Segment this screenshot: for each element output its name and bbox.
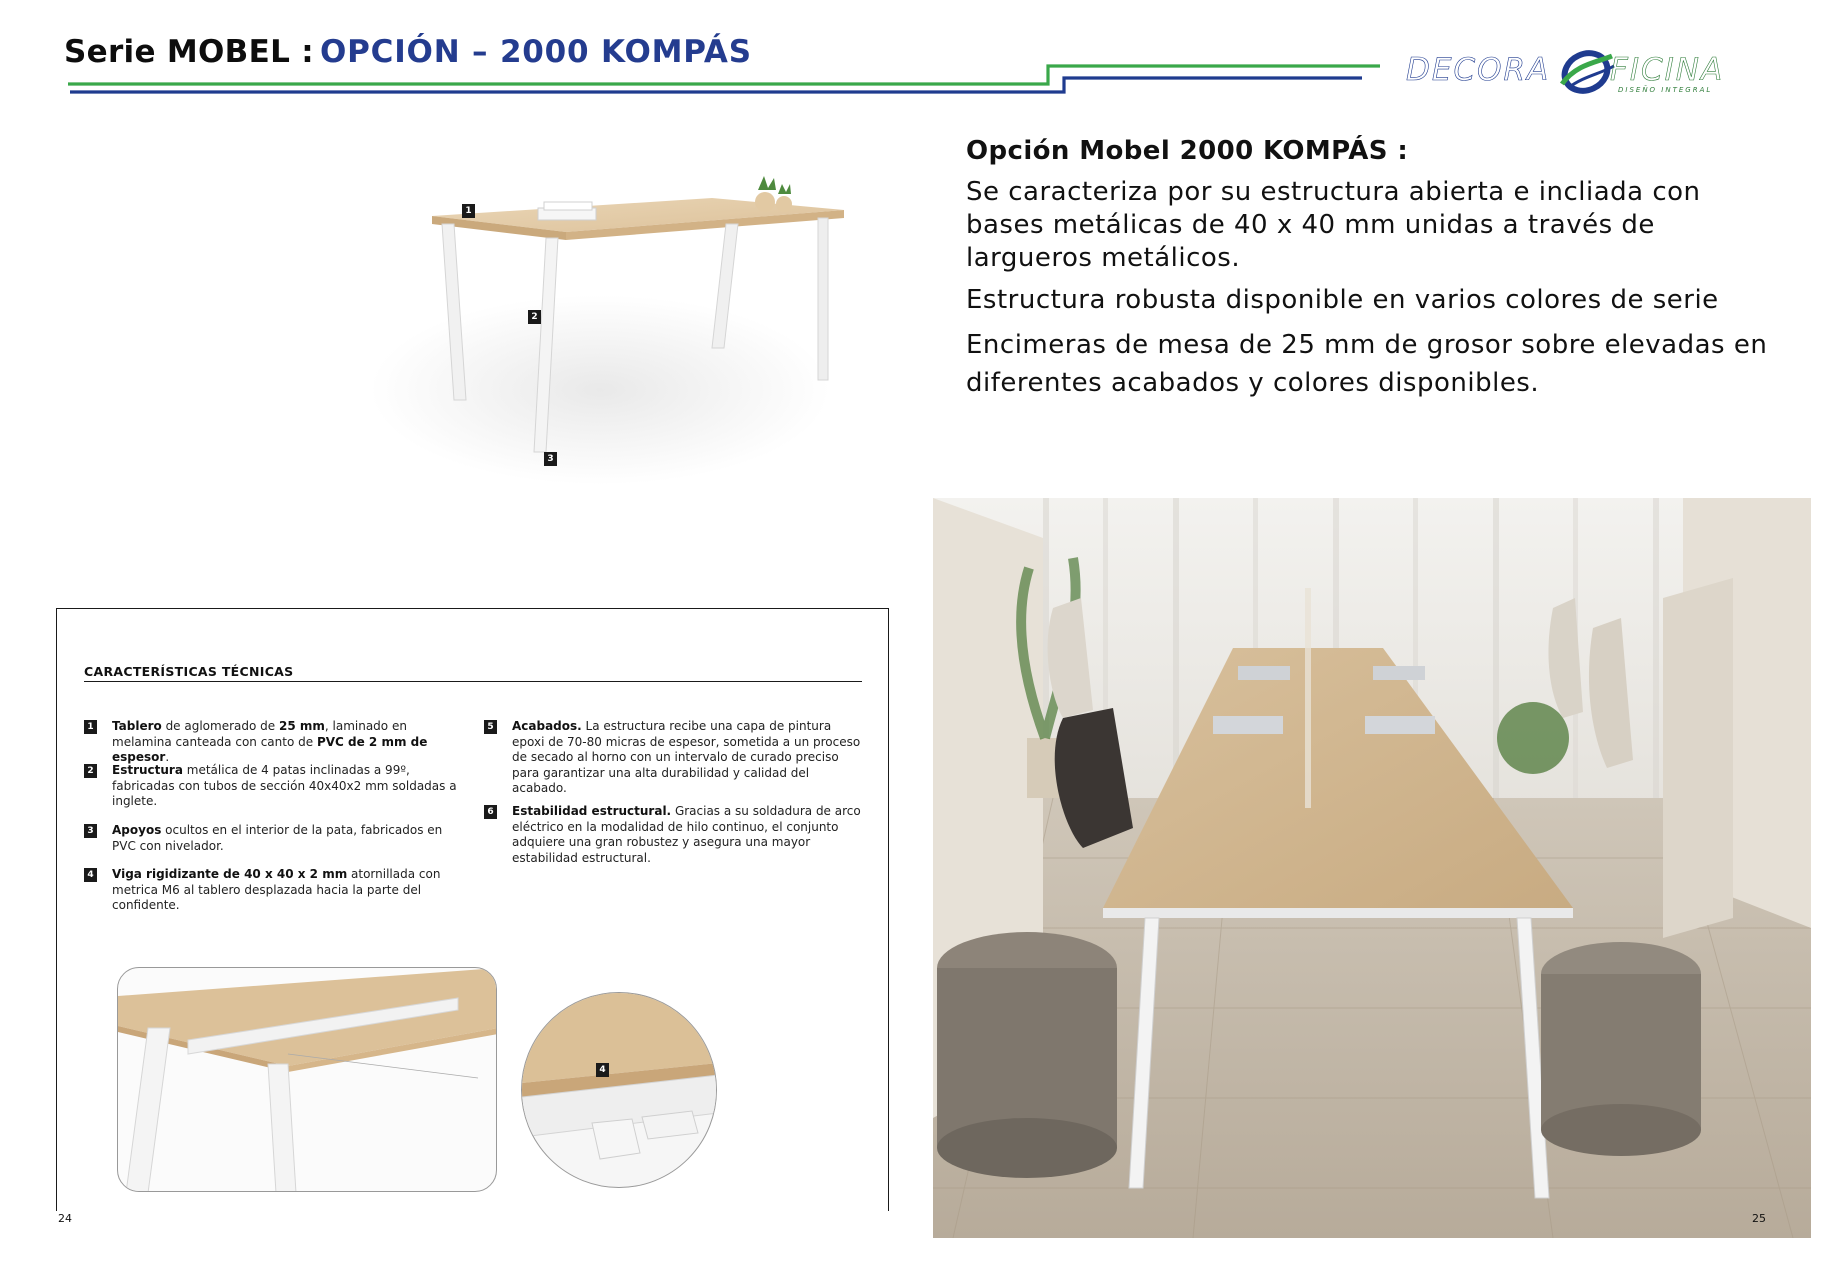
spec-item-1 (87, 719, 462, 766)
desk-illustration (360, 160, 880, 510)
series-title: Serie MOBEL : (64, 34, 314, 70)
spec-bold-text: Apoyos (112, 823, 162, 837)
callout-badge-3: 3 (544, 452, 557, 466)
spec-item-3 (87, 823, 462, 854)
specs-heading: CARACTERÍSTICAS TÉCNICAS (84, 664, 294, 679)
product-image (360, 160, 880, 510)
description-block (966, 136, 1786, 411)
specs-divider (84, 681, 862, 682)
spec-text (112, 823, 442, 853)
spec-regular-text: La estructura recibe una capa de pintura epoxi de 70-80 micras de espesor, sometida a un proceso de secado al horno con un intervalo de curado preciso para garantizar una alta durabilidad y calidad del acabado. (512, 719, 861, 796)
spec-bold-text: Estructura (112, 763, 183, 777)
spec-item-6 (487, 804, 862, 866)
callout-badge-2: 2 (528, 310, 541, 324)
spec-regular-text: Gracias a su soldadura de arco eléctrico en la modalidad de hilo continuo, el conjunto adquiere una gran robustez y asegura una mayor estabilidad estructural. (512, 804, 861, 865)
spec-bold-text: Tablero (112, 719, 162, 733)
spec-item-5 (487, 719, 862, 797)
spec-regular-text: . (165, 750, 170, 765)
spec-number-badge: 4 (84, 868, 97, 882)
detail-zoom-render (522, 993, 717, 1188)
spec-text (112, 719, 427, 764)
spec-bold-text: Estabilidad estructural. (512, 804, 672, 818)
header-green-line (68, 66, 1380, 84)
description-heading: Opción Mobel 2000 KOMPÁS : (966, 136, 1409, 166)
page-number-right: 25 (1752, 1212, 1766, 1225)
spec-text (512, 719, 860, 795)
office-scene (933, 498, 1811, 1238)
logo-word-left: DECORA (1406, 52, 1551, 88)
spec-regular-text: metálica de 4 patas inclinadas a 99º, fabricadas con tubos de sección 40x40x2 mm soldadas a inglete. (112, 763, 457, 809)
page-number-left: 24 (58, 1212, 72, 1225)
spec-number-badge: 2 (84, 764, 97, 778)
spec-bold-text: PVC de 2 mm de espesor (112, 734, 428, 765)
callout-badge-1: 1 (462, 204, 475, 218)
detail-zoom-circle (521, 992, 717, 1188)
spec-regular-text: , laminado en melamina canteada con canto de (112, 719, 407, 749)
spec-text (112, 867, 440, 912)
logo-word-right: FICINA (1610, 52, 1725, 88)
office-photo (933, 498, 1811, 1238)
option-title: OPCIÓN – 2000 KOMPÁS (320, 34, 752, 70)
spec-number-badge: 6 (484, 805, 497, 819)
detail-render-frame (117, 967, 497, 1192)
company-logo (1400, 42, 1725, 102)
detail-callout-badge: 4 (596, 1063, 609, 1077)
description-paragraph-1: Se caracteriza por su estructura abierta e incliada con bases metálicas de 40 x 40 mm unidas a través de largueros metálicos. (966, 177, 1701, 273)
detail-render (118, 968, 497, 1192)
technical-specs-card (56, 608, 889, 1211)
spec-bold-text: 25 mm (278, 719, 325, 733)
spec-item-2 (87, 763, 462, 810)
spec-text (112, 763, 457, 808)
spec-bold-text: Acabados. (512, 719, 582, 733)
description-paragraph-3: Encimeras de mesa de 25 mm de grosor sobre elevadas en diferentes acabados y colores disponibles. (966, 330, 1768, 398)
logo-tagline: DISEÑO INTEGRAL (1618, 86, 1713, 94)
spec-bold-text: Viga rigidizante de 40 x 40 x 2 mm (112, 867, 348, 881)
spec-number-badge: 5 (484, 720, 497, 734)
spec-regular-text: atornillada con metrica M6 al tablero desplazada hacia la parte del confidente. (112, 867, 441, 913)
spec-number-badge: 1 (84, 720, 97, 734)
spec-text (512, 804, 861, 865)
spec-item-4 (87, 867, 462, 914)
description-paragraph-2: Estructura robusta disponible en varios colores de serie (966, 285, 1719, 315)
spec-regular-text: de aglomerado de (161, 719, 279, 733)
spec-number-badge: 3 (84, 824, 97, 838)
spec-regular-text: ocultos en el interior de la pata, fabricados en PVC con nivelador. (112, 823, 443, 853)
